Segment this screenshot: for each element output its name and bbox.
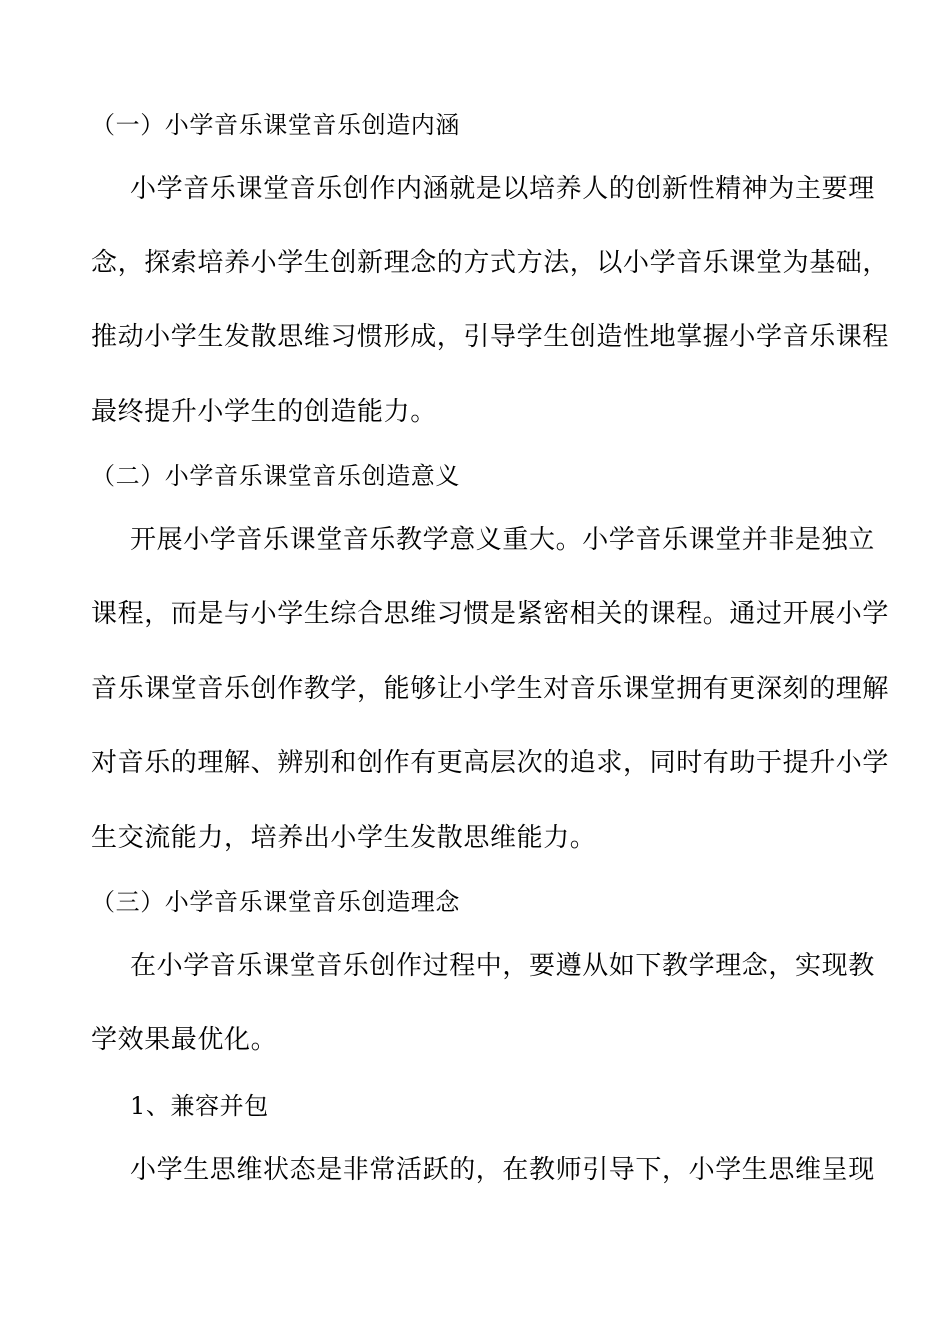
section-3-paragraph-line: 在小学音乐课堂音乐创作过程中，要遵从如下教学理念，实现教 <box>130 951 875 981</box>
section-2-paragraph-line: 开展小学音乐课堂音乐教学意义重大。小学音乐课堂并非是独立 <box>130 525 875 555</box>
section-2-heading: （二）小学音乐课堂音乐创造意义 <box>91 462 460 490</box>
section-1-paragraph-line: 推动小学生发散思维习惯形成，引导学生创造性地掌握小学音乐课程 <box>91 322 890 352</box>
section-1-paragraph-line: 最终提升小学生的创造能力。 <box>91 397 437 427</box>
section-1-heading: （一）小学音乐课堂音乐创造内涵 <box>91 111 460 139</box>
section-2-paragraph-line: 音乐课堂音乐创作教学，能够让小学生对音乐课堂拥有更深刻的理解 <box>91 674 890 704</box>
section-2-paragraph-line: 生交流能力，培养出小学生发散思维能力。 <box>91 823 597 853</box>
section-2-paragraph-line: 课程，而是与小学生综合思维习惯是紧密相关的课程。通过开展小学 <box>91 599 890 629</box>
subsection-heading: 1、兼容并包 <box>130 1092 269 1120</box>
section-2-paragraph-line: 对音乐的理解、辨别和创作有更高层次的追求，同时有助于提升小学 <box>91 748 890 778</box>
section-3-heading: （三）小学音乐课堂音乐创造理念 <box>91 888 460 916</box>
section-1-paragraph-line: 念，探索培养小学生创新理念的方式方法，以小学音乐课堂为基础， <box>91 248 890 278</box>
section-1-paragraph-line: 小学音乐课堂音乐创作内涵就是以培养人的创新性精神为主要理 <box>130 174 875 204</box>
subsection-paragraph-line: 小学生思维状态是非常活跃的，在教师引导下，小学生思维呈现 <box>130 1155 875 1185</box>
section-3-paragraph-line: 学效果最优化。 <box>91 1025 278 1055</box>
